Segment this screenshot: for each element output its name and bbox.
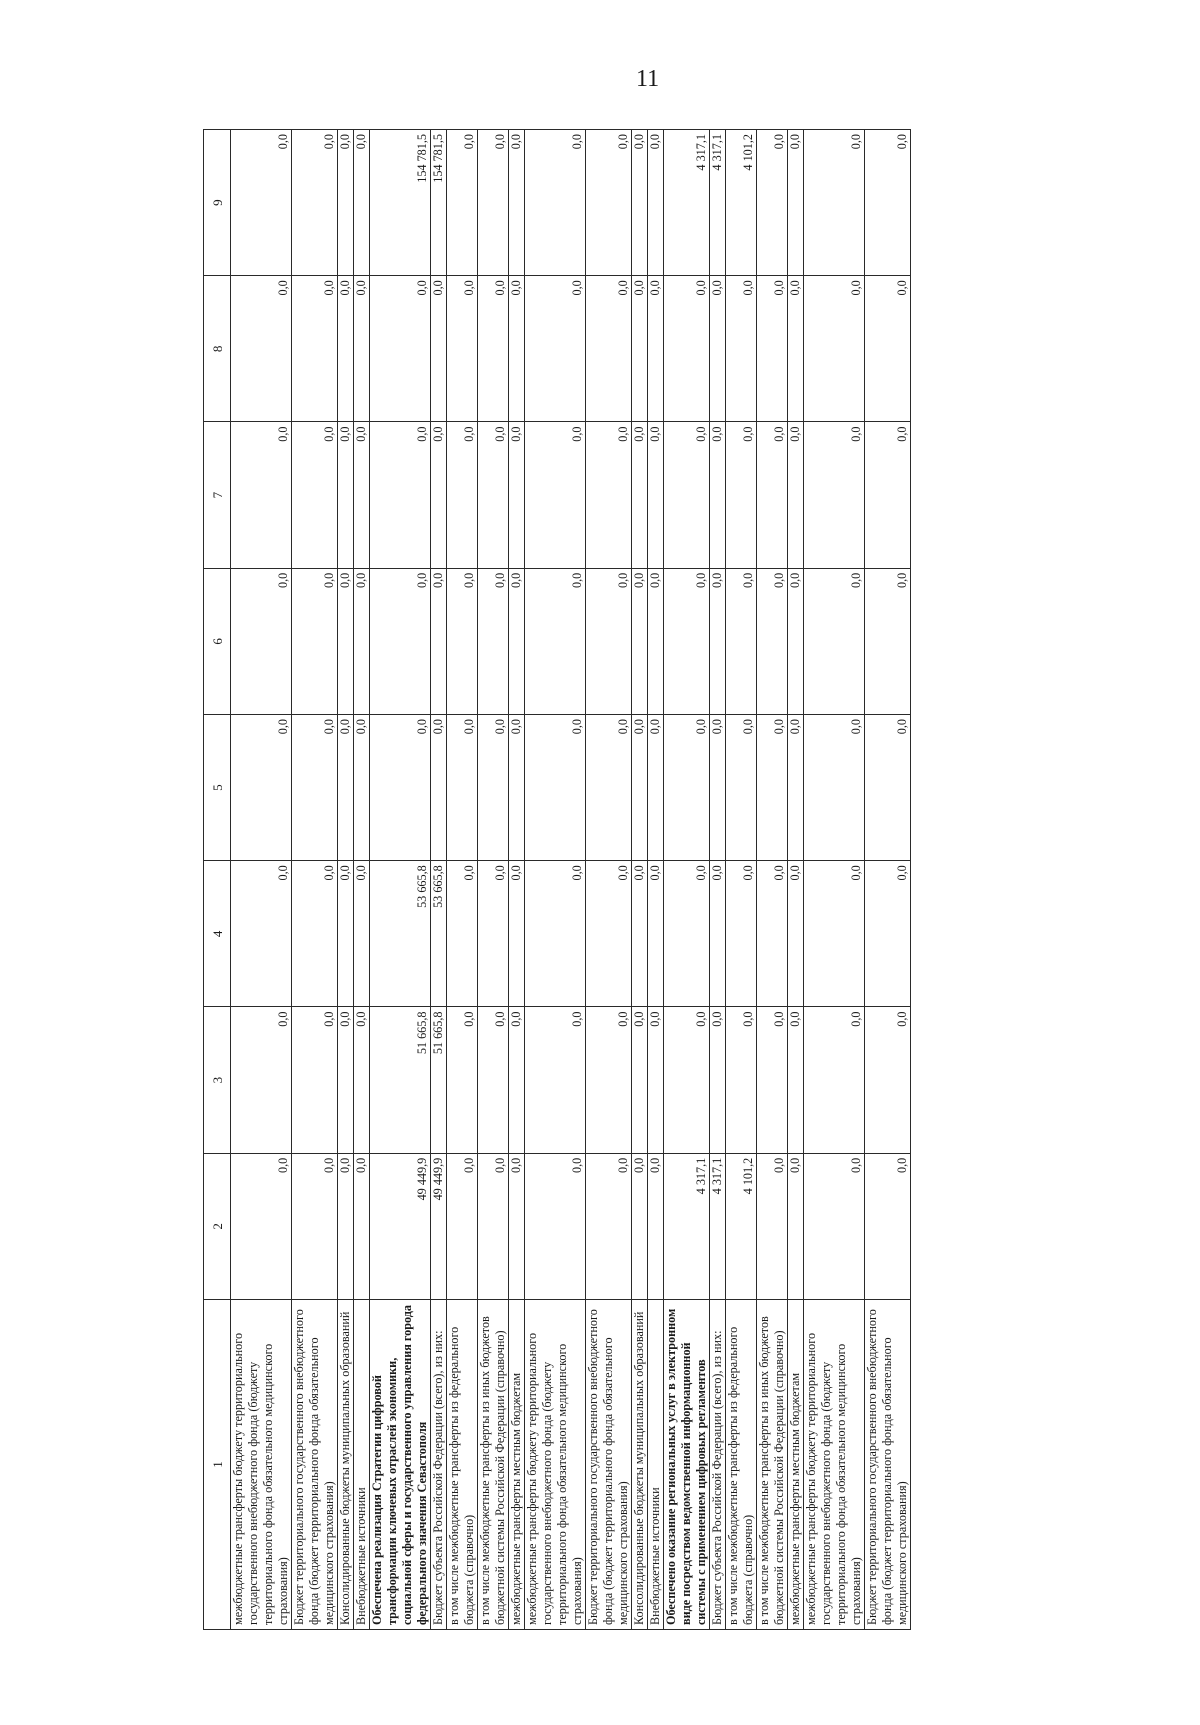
value-cell: 0,0 [710,422,726,568]
row-label: в том числе межбюджетные трансферты из иных бюджетов бюджетной системы Российской Федерации (справочно) [478,1300,509,1630]
value-cell: 0,0 [788,276,804,422]
table-row [525,130,586,1630]
row-label: Обеспечена реализация Стратегии цифровой трансформации ключевых отраслей экономики, социальной сферы и государственного управления города федерального значения Севастополя [370,1300,431,1630]
value-cell: 0,0 [865,1153,911,1299]
table-row [804,130,865,1630]
value-cell: 0,0 [757,130,788,276]
row-label: Консолидированные бюджеты муниципальных образований [632,1300,648,1630]
value-cell: 0,0 [710,715,726,861]
value-cell: 0,0 [509,276,525,422]
value-cell: 0,0 [231,276,292,422]
table-row [664,130,710,1630]
column-header: 9 [204,130,231,276]
value-cell: 0,0 [788,1153,804,1299]
value-cell: 0,0 [788,1007,804,1153]
value-cell: 0,0 [509,130,525,276]
table-header-row [204,130,231,1630]
value-cell: 0,0 [354,1007,370,1153]
value-cell: 0,0 [788,861,804,1007]
value-cell: 0,0 [648,568,664,714]
value-cell: 0,0 [865,422,911,568]
value-cell: 49 449,9 [370,1153,431,1299]
value-cell: 0,0 [478,568,509,714]
value-cell: 0,0 [648,861,664,1007]
value-cell: 0,0 [648,130,664,276]
value-cell: 0,0 [788,568,804,714]
value-cell: 0,0 [509,861,525,1007]
value-cell: 0,0 [431,276,447,422]
value-cell: 0,0 [338,568,354,714]
table-row [710,130,726,1630]
value-cell: 0,0 [710,568,726,714]
value-cell: 0,0 [757,715,788,861]
value-cell: 0,0 [757,276,788,422]
value-cell: 0,0 [231,422,292,568]
value-cell: 0,0 [804,1007,865,1153]
budget-table [203,129,911,1630]
rotated-table-container [203,130,1200,1630]
value-cell: 0,0 [586,568,632,714]
value-cell: 0,0 [509,568,525,714]
value-cell: 0,0 [525,422,586,568]
value-cell: 0,0 [447,422,478,568]
row-label: Внебюджетные источники [648,1300,664,1630]
value-cell: 0,0 [788,715,804,861]
value-cell: 0,0 [726,276,757,422]
table-row [370,130,431,1630]
value-cell: 0,0 [586,861,632,1007]
value-cell: 0,0 [865,715,911,861]
row-label: Бюджет субъекта Российской Федерации (всего), из них: [431,1300,447,1630]
value-cell: 49 449,9 [431,1153,447,1299]
table-row [757,130,788,1630]
row-label: межбюджетные трансферты местным бюджетам [509,1300,525,1630]
value-cell: 0,0 [338,1153,354,1299]
value-cell: 0,0 [664,861,710,1007]
value-cell: 0,0 [757,1153,788,1299]
value-cell: 0,0 [757,422,788,568]
row-label: Бюджет субъекта Российской Федерации (всего), из них: [710,1300,726,1630]
value-cell: 0,0 [648,715,664,861]
value-cell: 4 101,2 [726,1153,757,1299]
value-cell: 0,0 [354,276,370,422]
value-cell: 0,0 [447,715,478,861]
value-cell: 0,0 [632,422,648,568]
value-cell: 0,0 [231,715,292,861]
value-cell: 0,0 [338,861,354,1007]
value-cell: 0,0 [865,568,911,714]
value-cell: 0,0 [525,1153,586,1299]
value-cell: 0,0 [525,276,586,422]
value-cell: 0,0 [292,715,338,861]
table-row [586,130,632,1630]
value-cell: 0,0 [447,276,478,422]
value-cell: 0,0 [586,715,632,861]
table-row [338,130,354,1630]
value-cell: 0,0 [431,715,447,861]
value-cell: 0,0 [478,276,509,422]
value-cell: 0,0 [525,1007,586,1153]
value-cell: 0,0 [525,861,586,1007]
value-cell: 0,0 [509,715,525,861]
value-cell: 53 665,8 [431,861,447,1007]
value-cell: 0,0 [586,1153,632,1299]
value-cell: 0,0 [370,568,431,714]
value-cell: 0,0 [664,568,710,714]
value-cell: 154 781,5 [431,130,447,276]
value-cell: 4 101,2 [726,130,757,276]
table-row [292,130,338,1630]
value-cell: 0,0 [804,715,865,861]
value-cell: 0,0 [586,276,632,422]
row-label: Бюджет территориального государственного внебюджетного фонда (бюджет территориального фонда обязательного медицинского страхования) [865,1300,911,1630]
value-cell: 0,0 [710,1007,726,1153]
table-row [478,130,509,1630]
row-label: Бюджет территориального государственного внебюджетного фонда (бюджет территориального фонда обязательного медицинского страхования) [292,1300,338,1630]
value-cell: 0,0 [632,715,648,861]
value-cell: 0,0 [338,422,354,568]
value-cell: 0,0 [648,1007,664,1153]
value-cell: 0,0 [632,276,648,422]
value-cell: 0,0 [632,568,648,714]
value-cell: 0,0 [664,1007,710,1153]
value-cell: 0,0 [478,861,509,1007]
column-header: 5 [204,715,231,861]
row-label: Внебюджетные источники [354,1300,370,1630]
value-cell: 0,0 [525,568,586,714]
value-cell: 4 317,1 [664,130,710,276]
value-cell: 0,0 [509,422,525,568]
value-cell: 0,0 [632,861,648,1007]
value-cell: 0,0 [509,1007,525,1153]
column-header: 1 [204,1300,231,1630]
value-cell: 0,0 [865,130,911,276]
value-cell: 0,0 [478,422,509,568]
table-row [648,130,664,1630]
column-header: 6 [204,568,231,714]
value-cell: 0,0 [231,861,292,1007]
value-cell: 0,0 [292,568,338,714]
value-cell: 0,0 [231,1153,292,1299]
value-cell: 0,0 [354,568,370,714]
value-cell: 0,0 [525,130,586,276]
value-cell: 0,0 [431,568,447,714]
value-cell: 0,0 [586,1007,632,1153]
value-cell: 0,0 [586,422,632,568]
value-cell: 0,0 [726,422,757,568]
row-label: межбюджетные трансферты бюджету территориального государственного внебюджетного фонда (бюджету территориального фонда обязательного медицинского страхования) [804,1300,865,1630]
value-cell: 0,0 [788,422,804,568]
value-cell: 4 317,1 [710,130,726,276]
row-label: Бюджет территориального государственного внебюджетного фонда (бюджет территориального фонда обязательного медицинского страхования) [586,1300,632,1630]
value-cell: 0,0 [338,130,354,276]
value-cell: 0,0 [509,1153,525,1299]
value-cell: 0,0 [292,130,338,276]
column-header: 4 [204,861,231,1007]
value-cell: 4 317,1 [664,1153,710,1299]
value-cell: 0,0 [447,1007,478,1153]
value-cell: 0,0 [525,715,586,861]
column-header: 7 [204,422,231,568]
value-cell: 4 317,1 [710,1153,726,1299]
row-label: межбюджетные трансферты местным бюджетам [788,1300,804,1630]
row-label: в том числе межбюджетные трансферты из федерального бюджета (справочно) [726,1300,757,1630]
value-cell: 0,0 [354,422,370,568]
table-row [632,130,648,1630]
value-cell: 0,0 [370,715,431,861]
table-row [788,130,804,1630]
table-row [354,130,370,1630]
value-cell: 0,0 [804,1153,865,1299]
value-cell: 0,0 [804,422,865,568]
value-cell: 0,0 [447,861,478,1007]
value-cell: 0,0 [354,861,370,1007]
value-cell: 0,0 [648,276,664,422]
value-cell: 0,0 [757,861,788,1007]
row-label: в том числе межбюджетные трансферты из иных бюджетов бюджетной системы Российской Федерации (справочно) [757,1300,788,1630]
value-cell: 0,0 [292,276,338,422]
value-cell: 0,0 [478,130,509,276]
value-cell: 0,0 [478,1007,509,1153]
value-cell: 0,0 [338,715,354,861]
value-cell: 0,0 [726,568,757,714]
value-cell: 0,0 [865,861,911,1007]
value-cell: 0,0 [354,1153,370,1299]
table-row [509,130,525,1630]
value-cell: 0,0 [804,568,865,714]
value-cell: 0,0 [586,130,632,276]
value-cell: 0,0 [338,276,354,422]
value-cell: 0,0 [447,1153,478,1299]
row-label: в том числе межбюджетные трансферты из федерального бюджета (справочно) [447,1300,478,1630]
value-cell: 0,0 [370,276,431,422]
value-cell: 0,0 [664,715,710,861]
value-cell: 0,0 [292,1007,338,1153]
value-cell: 0,0 [292,861,338,1007]
value-cell: 0,0 [804,861,865,1007]
value-cell: 0,0 [757,568,788,714]
value-cell: 51 665,8 [431,1007,447,1153]
row-label: межбюджетные трансферты бюджету территориального государственного внебюджетного фонда (бюджету территориального фонда обязательного медицинского страхования) [525,1300,586,1630]
value-cell: 154 781,5 [370,130,431,276]
value-cell: 0,0 [292,422,338,568]
row-label: Обеспечено оказание региональных услуг в электронном виде посредством ведомственной информационной системы с применением цифровых регламентов [664,1300,710,1630]
value-cell: 0,0 [354,130,370,276]
value-cell: 0,0 [231,568,292,714]
value-cell: 0,0 [726,1007,757,1153]
value-cell: 0,0 [726,861,757,1007]
page-number: 11 [636,66,660,92]
table-body [231,130,911,1630]
table-row [726,130,757,1630]
value-cell: 0,0 [788,130,804,276]
table-row [431,130,447,1630]
table-row [447,130,478,1630]
value-cell: 0,0 [648,422,664,568]
value-cell: 0,0 [292,1153,338,1299]
row-label: межбюджетные трансферты бюджету территориального государственного внебюджетного фонда (бюджету территориального фонда обязательного медицинского страхования) [231,1300,292,1630]
value-cell: 0,0 [632,130,648,276]
value-cell: 0,0 [804,276,865,422]
value-cell: 53 665,8 [370,861,431,1007]
value-cell: 0,0 [710,276,726,422]
value-cell: 0,0 [231,1007,292,1153]
value-cell: 0,0 [338,1007,354,1153]
value-cell: 0,0 [726,715,757,861]
value-cell: 0,0 [757,1007,788,1153]
value-cell: 0,0 [354,715,370,861]
value-cell: 0,0 [632,1153,648,1299]
value-cell: 0,0 [664,422,710,568]
value-cell: 0,0 [231,130,292,276]
value-cell: 0,0 [632,1007,648,1153]
column-header: 8 [204,276,231,422]
value-cell: 0,0 [865,1007,911,1153]
value-cell: 0,0 [370,422,431,568]
value-cell: 0,0 [478,715,509,861]
value-cell: 0,0 [478,1153,509,1299]
value-cell: 0,0 [804,130,865,276]
column-header: 2 [204,1153,231,1299]
column-header: 3 [204,1007,231,1153]
value-cell: 0,0 [710,861,726,1007]
value-cell: 0,0 [447,568,478,714]
value-cell: 0,0 [865,276,911,422]
table-row [865,130,911,1630]
value-cell: 0,0 [431,422,447,568]
value-cell: 51 665,8 [370,1007,431,1153]
value-cell: 0,0 [648,1153,664,1299]
table-row [231,130,292,1630]
value-cell: 0,0 [664,276,710,422]
value-cell: 0,0 [447,130,478,276]
row-label: Консолидированные бюджеты муниципальных образований [338,1300,354,1630]
